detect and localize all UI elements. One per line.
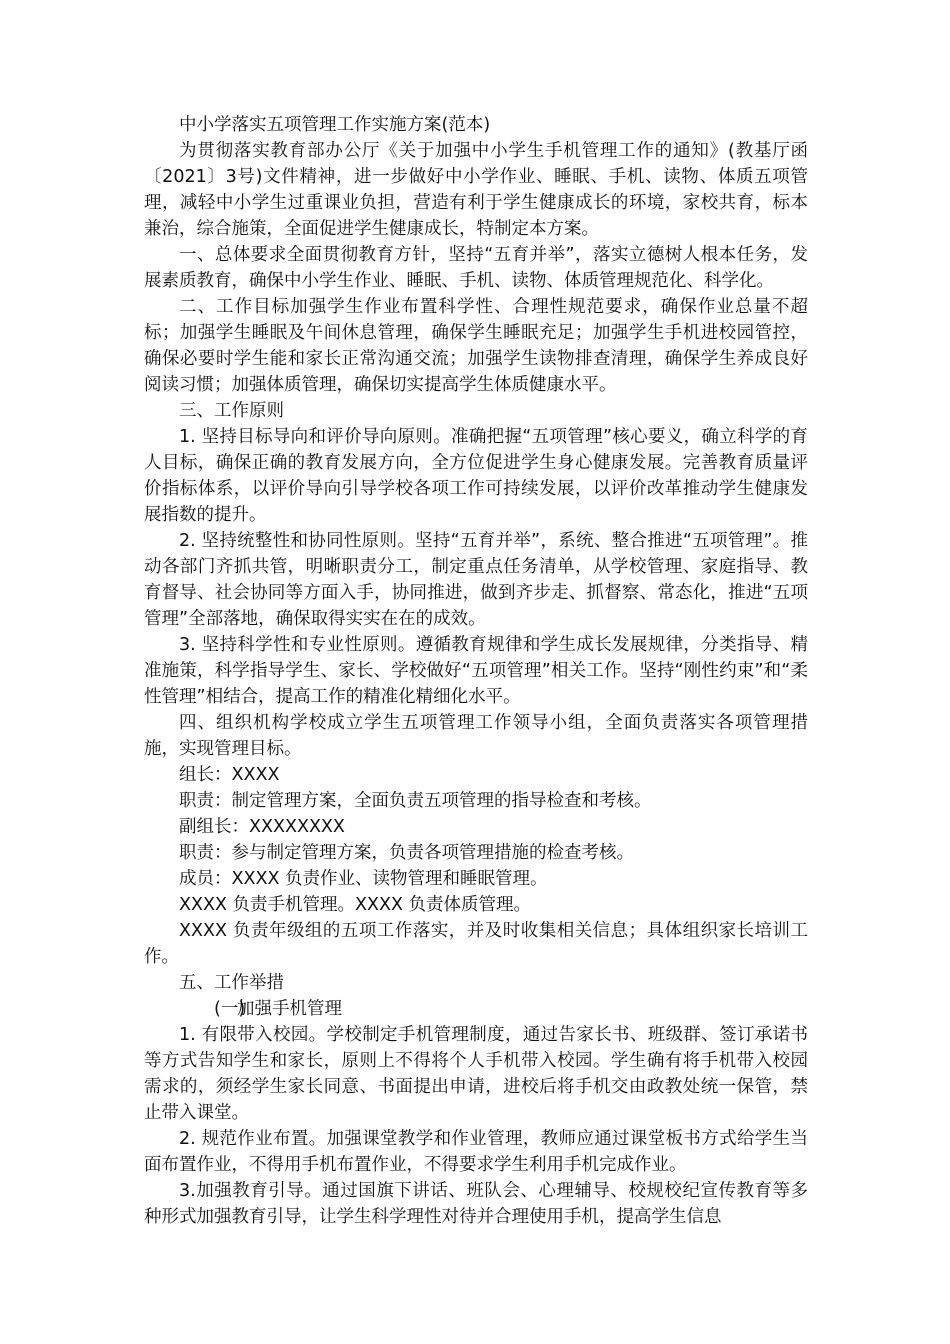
paragraph-intro: 为贯彻落实教育部办公厅《关于加强中小学生手机管理工作的通知》(教基厅函〔2021〕3号)文件精神，进一步做好中小学作业、睡眠、手机、读物、体质五项管理，减轻中小学生过重课业负担，营造有利于学生健康成长的环境，家校共育，标本兼治，综合施策，全面促进学生健康成长，特制定本方案。 [144,141,808,239]
paragraph-leader-duty: 职责：制定管理方案，全面负责五项管理的指导检查和考核。 [179,791,652,811]
document-page [144,112,808,1230]
paragraph-general-requirements: 一、总体要求全面贯彻教育方针，坚持“五育并举”，落实立德树人根本任务，发展素质教育，确保中小学生作业、睡眠、手机、读物、体质管理规范化、科学化。 [144,245,808,291]
paragraph-principle-1: 1. 坚持目标导向和评价导向原则。准确把握“五项管理”核心要义，确立科学的育人目标，确保正确的教育发展方向，全方位促进学生身心健康发展。完善教育质量评价指标体系，以评价导向引导学校各项工作可持续发展，以评价改革推动学生健康发展指数的提升。 [144,427,808,525]
paragraph-members-grade: XXXX 负责年级组的五项工作落实，并及时收集相关信息；具体组织家长培训工作。 [144,921,808,967]
heading-work-principles: 三、工作原则 [179,401,284,421]
paragraph-leader: 组长：XXXX [179,765,280,785]
subheading-number: (一) [214,999,246,1019]
paragraph-principle-3: 3. 坚持科学性和专业性原则。遵循教育规律和学生成长发展规律，分类指导、精准施策，科学指导学生、家长、学校做好“五项管理”相关工作。坚持“刚性约束”和“柔性管理”相结合，提高工作的精准化精细化水平。 [144,635,808,707]
subheading-phone-management [144,996,808,1022]
paragraph-members: 成员：XXXX 负责作业、读物管理和睡眠管理。 [179,869,548,889]
paragraph-organization: 四、组织机构学校成立学生五项管理工作领导小组，全面负责落实各项管理措施，实现管理目标。 [144,713,808,759]
paragraph-measure-1: 1. 有限带入校园。学校制定手机管理制度，通过告家长书、班级群、签订承诺书等方式告知学生和家长，原则上不得将个人手机带入校园。学生确有将手机带入校园需求的，须经学生家长同意、书面提出申请，进校后将手机交由政教处统一保管，禁止带入课堂。 [144,1025,808,1123]
subheading-text: 加强手机管理 [237,999,342,1019]
paragraph-measure-2: 2. 规范作业布置。加强课堂教学和作业管理，教师应通过课堂板书方式给学生当面布置作业，不得用手机布置作业，不得要求学生利用手机完成作业。 [144,1129,808,1175]
paragraph-members-phone: XXXX 负责手机管理。XXXX 负责体质管理。 [179,895,532,915]
paragraph-work-goals: 二、工作目标加强学生作业布置科学性、合理性规范要求，确保作业总量不超标；加强学生睡眠及午间休息管理，确保学生睡眠充足；加强学生手机进校园管控，确保必要时学生能和家长正常沟通交流；加强学生读物排查清理，确保学生养成良好阅读习惯；加强体质管理，确保切实提高学生体质健康水平。 [144,297,808,395]
document-title: 中小学落实五项管理工作实施方案(范本) [179,115,491,135]
paragraph-principle-2: 2. 坚持统整性和协同性原则。坚持“五育并举”，系统、整合推进“五项管理”。推动各部门齐抓共管，明晰职责分工，制定重点任务清单，从学校管理、家庭指导、教育督导、社会协同等方面入手，协同推进，做到齐步走、抓督察、常态化，推进“五项管理”全部落地，确保取得实实在在的成效。 [144,531,808,629]
paragraph-measure-3: 3.加强教育引导。通过国旗下讲话、班队会、心理辅导、校规校纪宣传教育等多种形式加强教育引导，让学生科学理性对待并合理使用手机，提高学生信息 [144,1181,808,1227]
paragraph-deputy-leader: 副组长：XXXXXXXX [179,817,345,837]
heading-work-measures: 五、工作举措 [179,973,284,993]
paragraph-deputy-duty: 职责：参与制定管理方案，负责各项管理措施的检查考核。 [179,843,634,863]
